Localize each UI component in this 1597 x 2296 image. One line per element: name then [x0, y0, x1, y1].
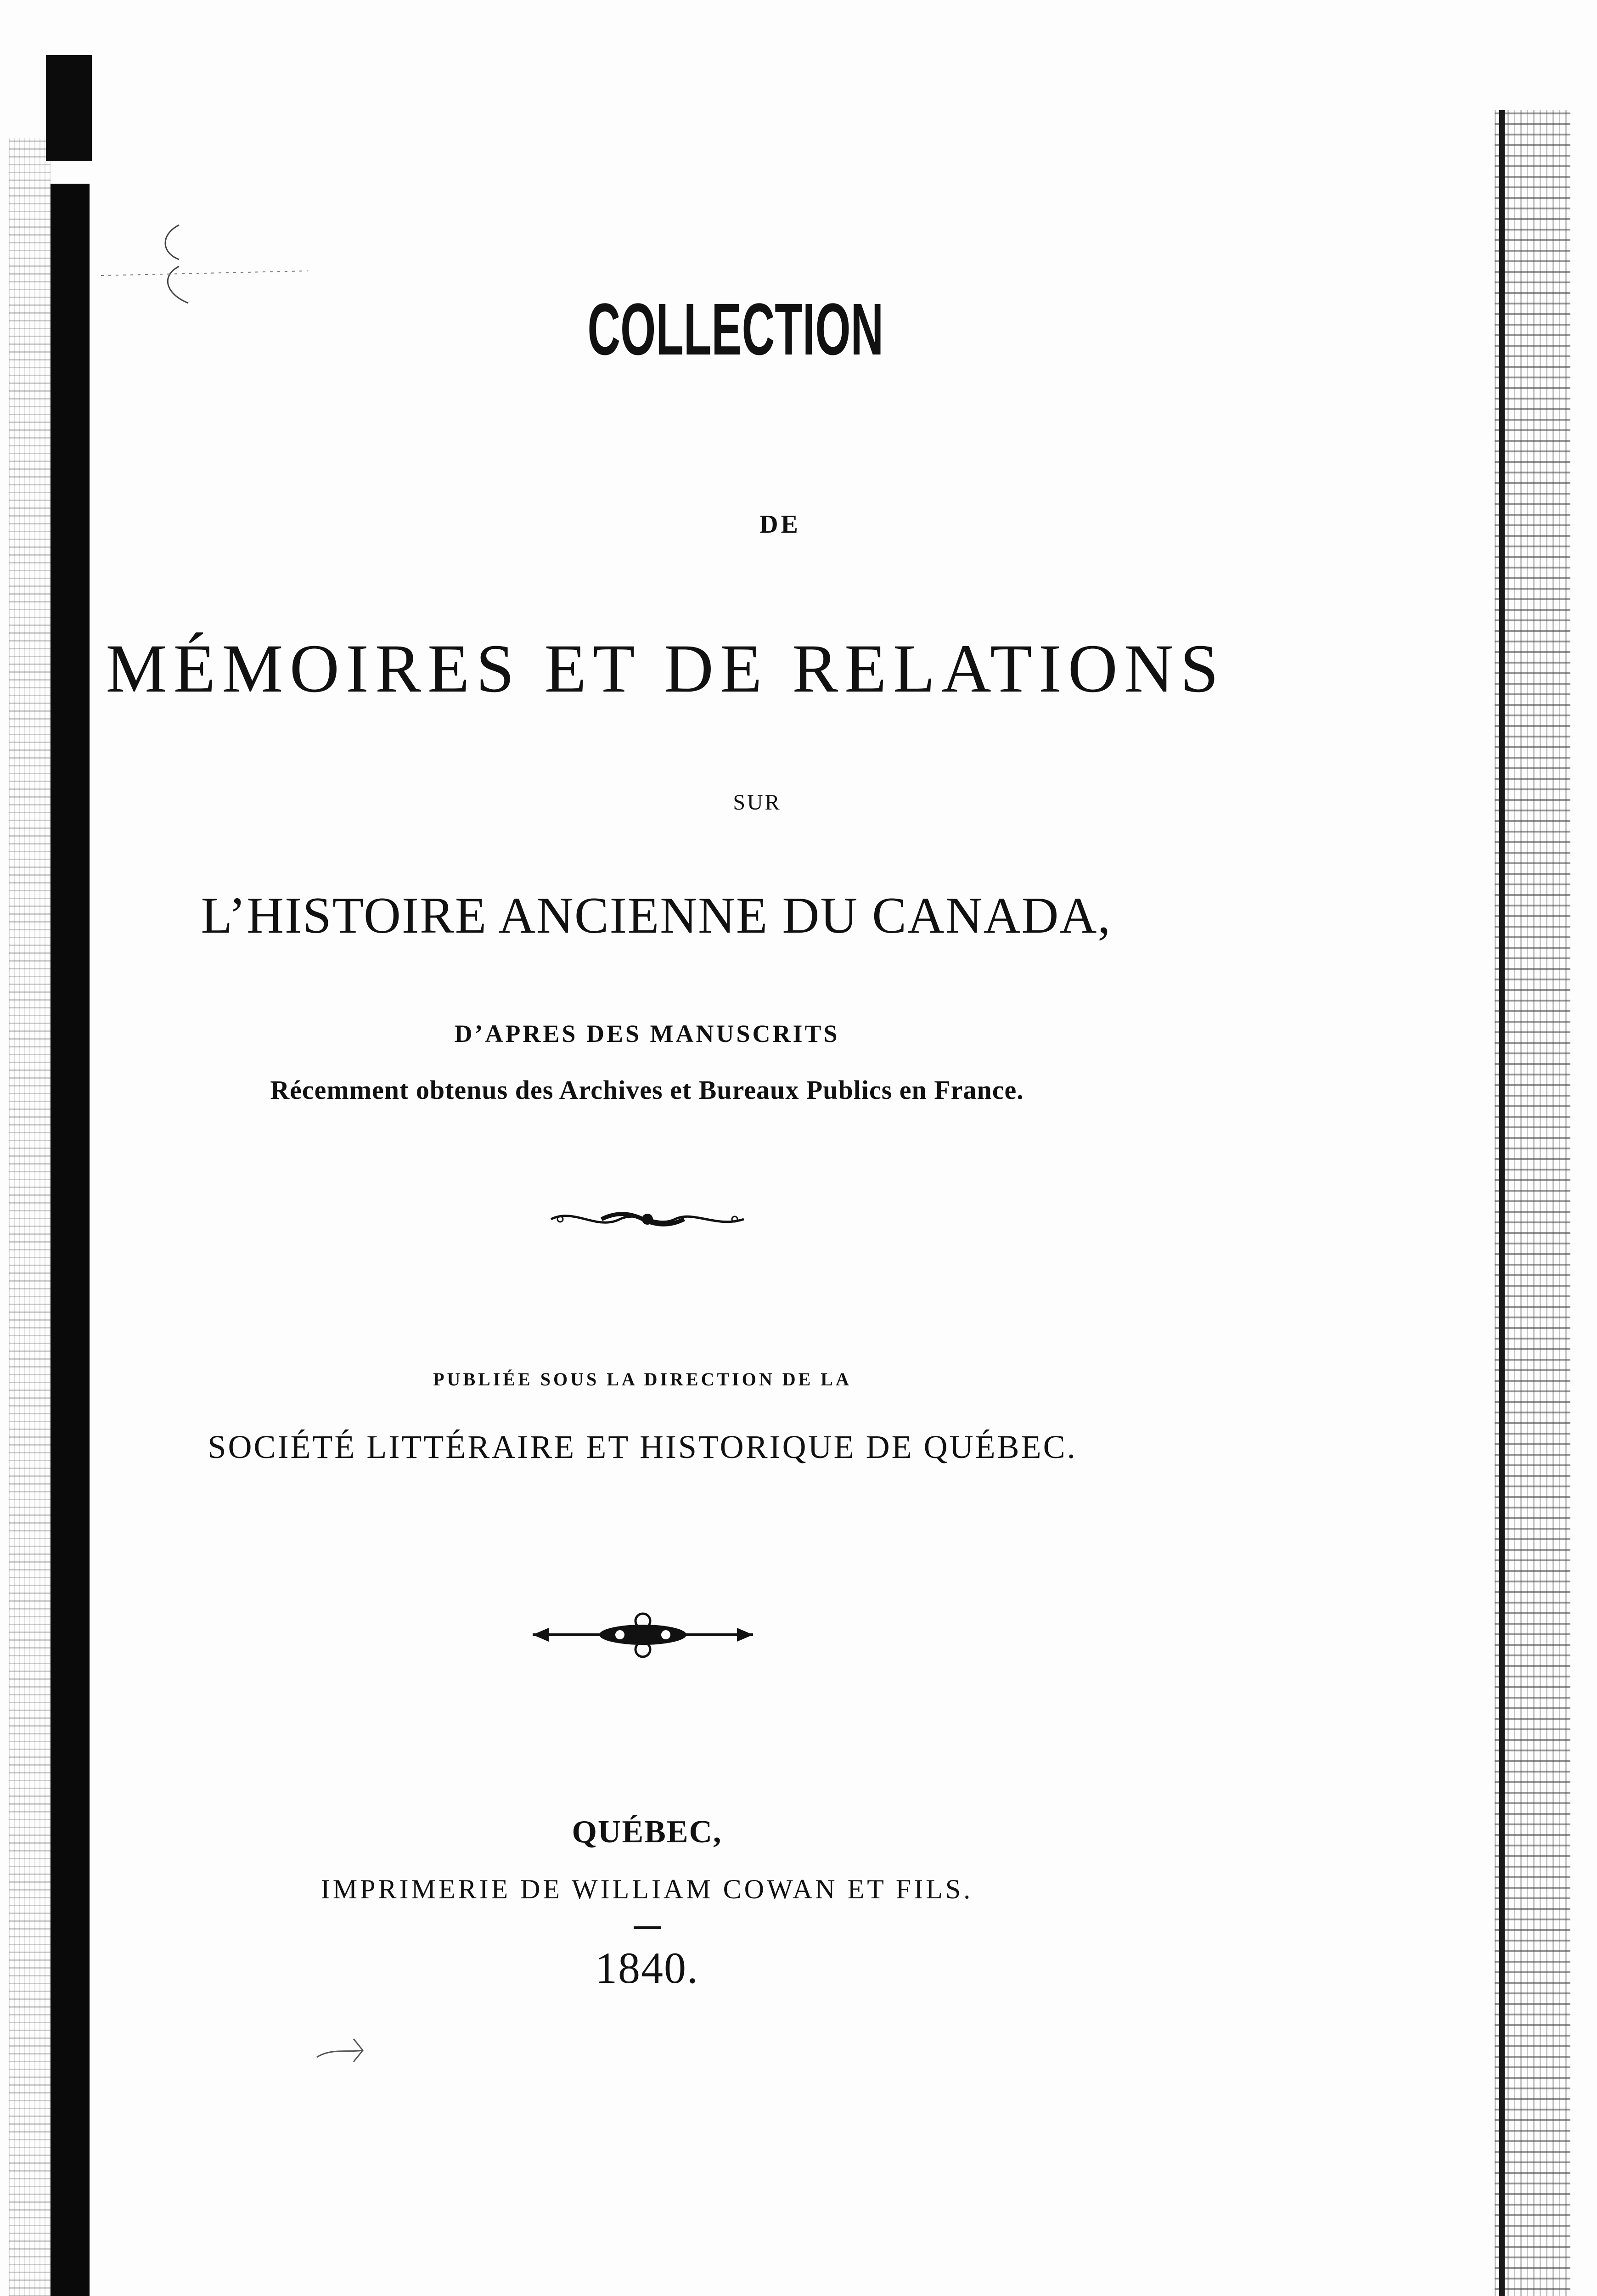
decorative-flourish	[546, 1199, 748, 1240]
binding-edge-block	[46, 55, 92, 161]
title-sur: SUR	[733, 790, 782, 815]
imprint-rule	[634, 1926, 661, 1929]
pencil-mark	[312, 2030, 386, 2071]
subtitle-apres: D’APRES DES MANUSCRITS	[454, 1020, 840, 1047]
imprint-city: QUÉBEC,	[572, 1814, 722, 1850]
title-histoire: L’HISTOIRE ANCIENNE DU CANADA,	[201, 887, 1112, 944]
page-edge-right	[1495, 110, 1570, 2296]
subtitle-recemment: Récemment obtenus des Archives et Bureaux Publics en France.	[270, 1075, 1024, 1105]
title-collection: COLLECTION	[587, 288, 884, 370]
decorative-flourish-arrows	[523, 1607, 762, 1662]
society-name: SOCIÉTÉ LITTÉRAIRE ET HISTORIQUE DE QUÉBEC.	[208, 1429, 1077, 1465]
title-de: DE	[759, 510, 801, 539]
imprint-year: 1840.	[595, 1943, 699, 1992]
page-edge-right-line	[1499, 110, 1505, 2296]
direction-line: PUBLIÉE SOUS LA DIRECTION DE LA	[433, 1369, 852, 1390]
title-memoires: MÉMOIRES ET DE RELATIONS	[106, 630, 1225, 707]
imprint-printer: IMPRIMERIE DE WILLIAM COWAN ET FILS.	[321, 1874, 973, 1904]
